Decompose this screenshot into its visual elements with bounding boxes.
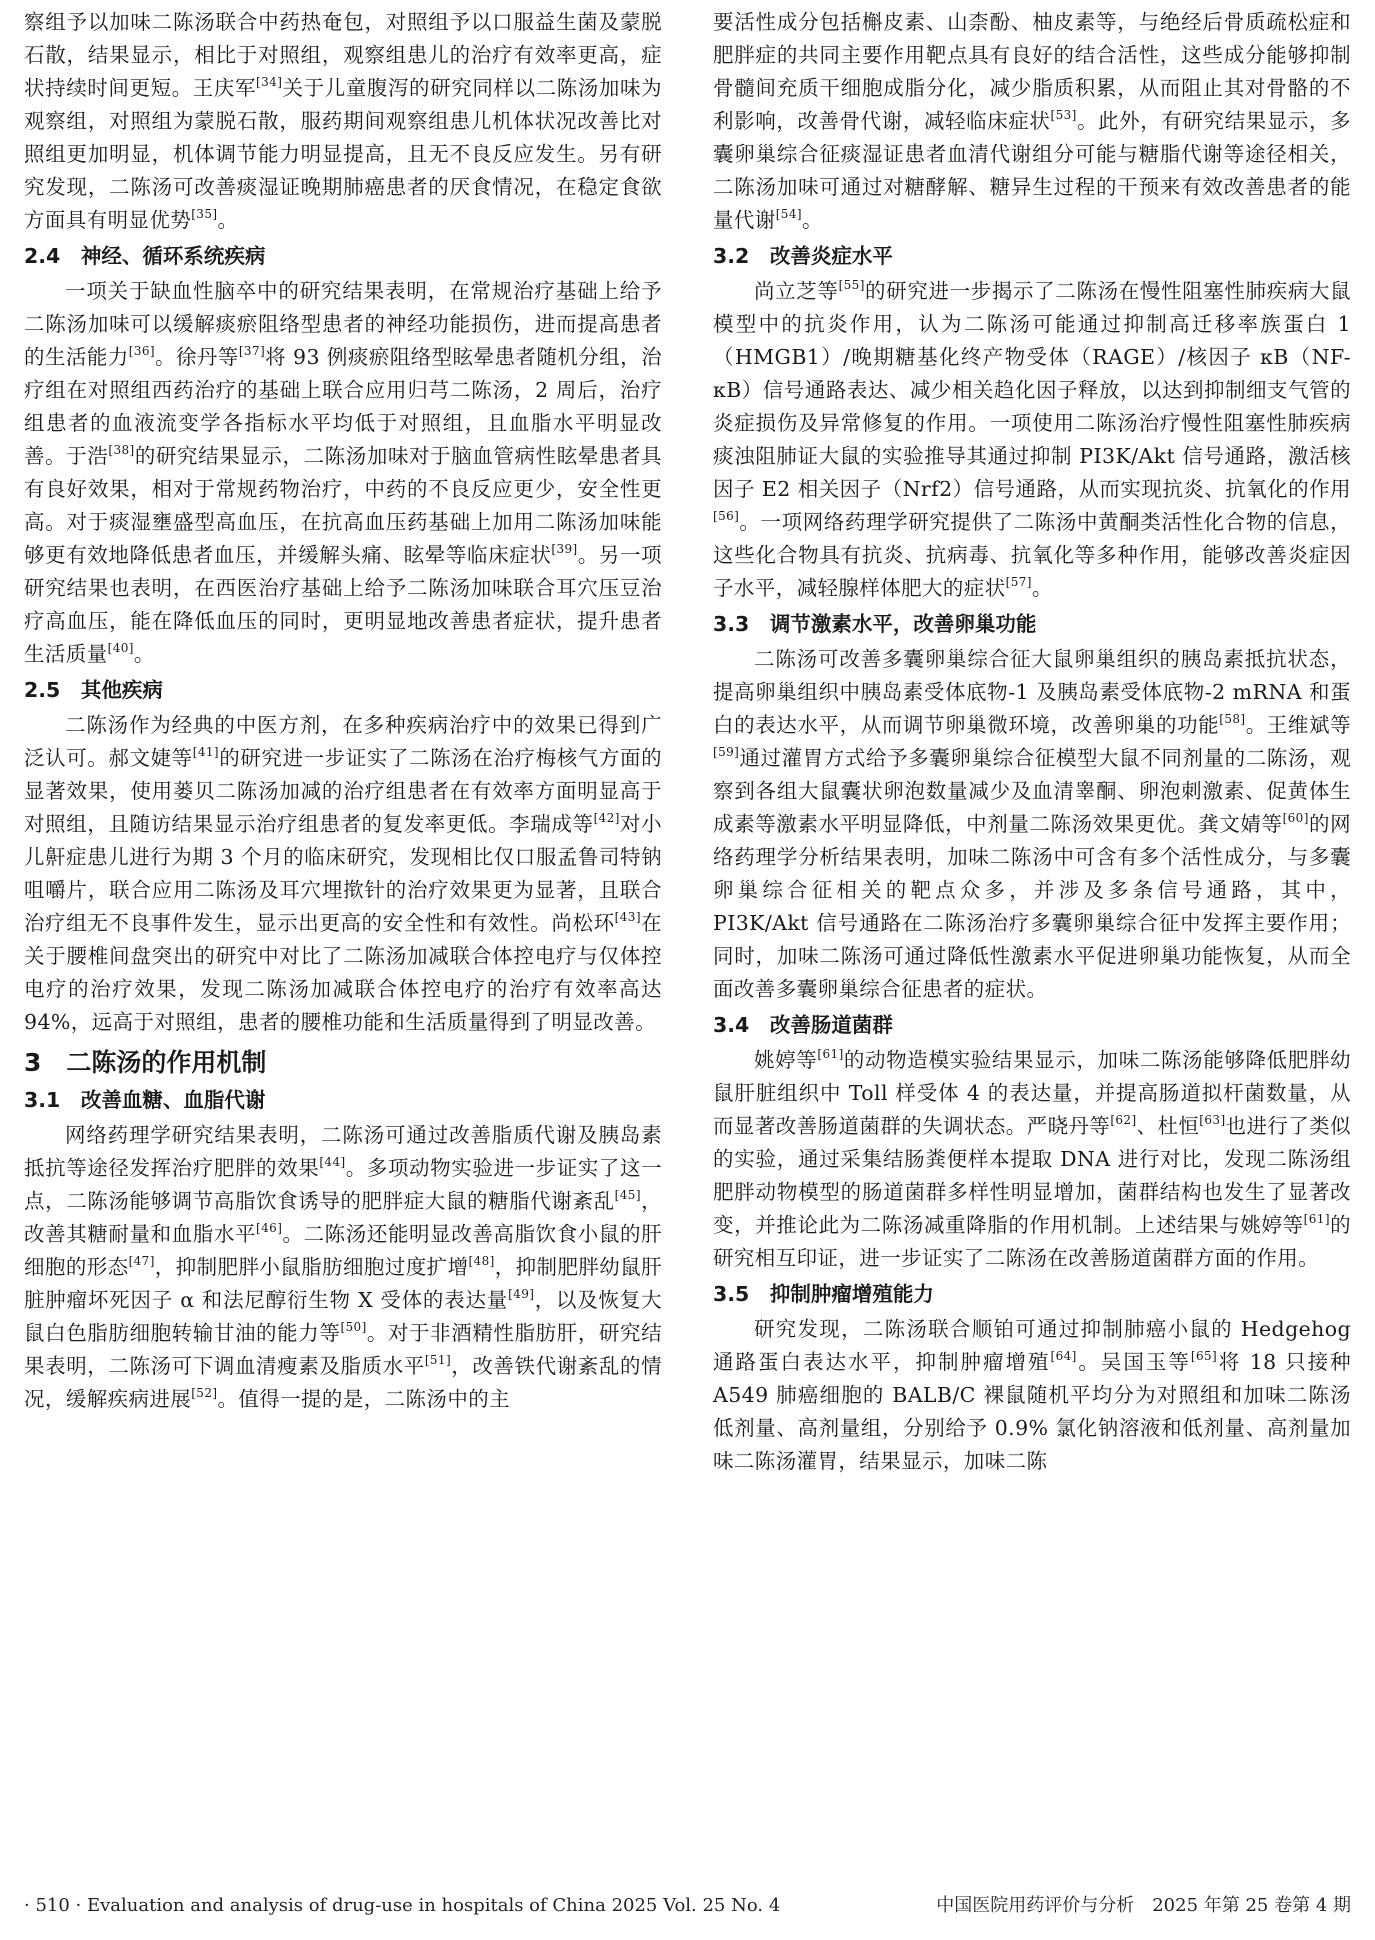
citation-ref: [54]: [775, 207, 802, 221]
text-run: 。对于非酒精性脂肪肝，研究结果表明，二陈汤可下调血清瘦素及脂质水平: [24, 1321, 663, 1378]
citation-ref: [36]: [128, 344, 155, 358]
text-run: 一项关于缺血性脑卒中的研究结果表明，在常规治疗基础上给予二陈汤加味可以缓解痰瘀阻络型患者的神经功能损伤，进而提高患者的生活能力: [24, 279, 662, 369]
citation-ref: [49]: [508, 1287, 535, 1301]
text-run: 。二陈汤还能明显改善高脂饮食小鼠的肝细胞的形态: [24, 1222, 662, 1279]
text-run: 二陈汤作为经典的中医方剂，在多种疾病治疗中的效果已得到广泛认可。郝文婕等: [24, 713, 662, 770]
citation-ref: [65]: [1190, 1349, 1218, 1363]
subsection-heading: 3.5 抑制肿瘤增殖能力: [713, 1282, 934, 1306]
citation-ref: [34]: [256, 75, 283, 89]
citation-ref: [44]: [319, 1155, 346, 1169]
citation-ref: [35]: [191, 207, 218, 221]
citation-ref: [40]: [107, 641, 134, 655]
text-run: 。: [801, 208, 823, 232]
citation-ref: [61]: [817, 1047, 844, 1061]
text-run: ，改善铁代谢紊乱的情况，缓解疾病进展: [24, 1354, 662, 1411]
body-paragraph: [713, 643, 1351, 1006]
text-run: ，抑制肥胖幼鼠肝脏肿瘤坏死因子 α 和法尼醇衍生物 X 受体的表达量: [24, 1255, 663, 1312]
text-run: 将 93 例痰瘀阻络型眩晕患者随机分组，治疗组在对照组西药治疗的基础上联合应用归芎二陈汤，2 周后，治疗组患者的血液流变学各指标水平均低于对照组，且血脂水平明显改善。于浩: [24, 345, 662, 468]
subsection-heading: 3.1 改善血糖、血脂代谢: [24, 1088, 266, 1112]
text-run: 尚立芝等: [754, 279, 839, 303]
body-paragraph: [24, 1119, 662, 1416]
text-run: ，抑制肥胖小鼠脂肪细胞过度扩增: [154, 1255, 469, 1279]
page-footer: [24, 1892, 1351, 1920]
text-run: 的研究进一步证实了二陈汤在治疗梅核气方面的显著效果，使用蒌贝二陈汤加减的治疗组患者在有效率方面明显高于对照组，且随访结果显示治疗组患者的复发率更低。李瑞成等: [24, 746, 662, 836]
citation-ref: [53]: [1050, 108, 1077, 122]
text-run: 要活性成分包括槲皮素、山柰酚、柚皮素等，与绝经后骨质疏松症和肥胖症的共同主要作用靶点具有良好的结合活性，这些成分能够抑制骨髓间充质干细胞成脂分化，减少脂质积累，从而阻止其对骨骼的不利影响，改善骨代谢，减轻临床症状: [713, 10, 1351, 133]
text-run: 关于儿童腹泻的研究同样以二陈汤加味为观察组，对照组为蒙脱石散，服药期间观察组患儿机体状况改善比对照组更加明显，机体调节能力明显提高，且无不良反应发生。另有研究发现，二陈汤可改善痰湿证晚期肺癌患者的厌食情况，在稳定食欲方面具有明显优势: [24, 76, 662, 232]
text-run: 。值得一提的是，二陈汤中的主: [217, 1387, 511, 1411]
text-run: ，改善其糖耐量和血脂水平: [24, 1189, 663, 1246]
text-run: 的研究结果显示，二陈汤加味对于脑血管病性眩晕患者具有良好效果，相对于常规药物治疗，中药的不良反应更少，安全性更高。对于痰湿壅盛型高血压，在抗高血压药基础上加用二陈汤加味能够更有效地降低患者血压，并缓解头痛、眩晕等临床症状: [24, 444, 662, 567]
text-run: 的动物造模实验结果显示，加味二陈汤能够降低肥胖幼鼠肝脏组织中 Toll 样受体 4 的表达量，并提高肠道拟杆菌数量，从而显著改善肠道菌群的失调状态。严晓丹等: [713, 1048, 1351, 1138]
subsection-heading: 3.4 改善肠道菌群: [713, 1013, 893, 1037]
citation-ref: [62]: [1110, 1113, 1137, 1127]
text-run: 二陈汤可改善多囊卵巢综合征大鼠卵巢组织的胰岛素抵抗状态，提高卵巢组织中胰岛素受体底物-1 及胰岛素受体底物-2 mRNA 和蛋白的表达水平，从而调节卵巢微环境，改善卵巢的功能: [713, 647, 1351, 737]
footer-journal-english: · 510 · Evaluation and analysis of drug-use in hospitals of China 2025 Vol. 25 No. 4: [24, 1895, 781, 1916]
citation-ref: [57]: [1005, 575, 1032, 589]
body-paragraph: [24, 275, 662, 671]
citation-ref: [48]: [468, 1254, 495, 1268]
subsection-heading: 2.4 神经、循环系统疾病: [24, 244, 266, 268]
text-run: 察组予以加味二陈汤联合中药热奄包，对照组予以口服益生菌及蒙脱石散，结果显示，相比于对照组，观察组患儿的治疗有效率更高，症状持续时间更短。王庆军: [24, 10, 662, 100]
citation-ref: [52]: [191, 1386, 218, 1400]
citation-ref: [60]: [1282, 811, 1309, 825]
citation-ref: [51]: [424, 1353, 452, 1367]
text-run: 在关于腰椎间盘突出的研究中对比了二陈汤加减联合体控电疗与仅体控电疗的治疗效果，发现二陈汤加减联合体控电疗的治疗有效率高达 94%，远高于对照组，患者的腰椎功能和生活质量得到了明显改善。: [24, 911, 663, 1034]
text-run: 。吴国玉等: [1076, 1350, 1191, 1374]
citation-ref: [58]: [1219, 712, 1246, 726]
text-run: 。徐丹等: [154, 345, 239, 369]
citation-ref: [42]: [593, 811, 620, 825]
text-run: 的网络药理学分析结果表明，加味二陈汤中可含有多个活性成分，与多囊卵巢综合征相关的靶点众多，并涉及多条信号通路，其中，PI3K/Akt 信号通路在二陈汤治疗多囊卵巢综合征中发挥主要作用；同时，加味二陈汤可通过降低性激素水平促进卵巢功能恢复，从而全面改善多囊卵巢综合征患者的症状。: [713, 812, 1351, 1001]
subsection-heading: 2.5 其他疾病: [24, 678, 163, 702]
text-run: 网络药理学研究结果表明，二陈汤可通过改善脂质代谢及胰岛素抵抗等途径发挥治疗肥胖的效果: [24, 1123, 662, 1180]
citation-ref: [37]: [238, 344, 266, 358]
text-run: 。: [1031, 576, 1053, 600]
citation-ref: [45]: [614, 1188, 641, 1202]
text-run: 研究发现，二陈汤联合顺铂可通过抑制肺癌小鼠的 Hedgehog 通路蛋白表达水平，抑制肿瘤增殖: [713, 1317, 1351, 1374]
right-column: [713, 6, 1351, 1478]
text-run: 。: [133, 642, 155, 666]
subsection-heading: 3.3 调节激素水平，改善卵巢功能: [713, 612, 1037, 636]
citation-ref: [61]: [1303, 1212, 1330, 1226]
body-paragraph: [713, 1313, 1351, 1478]
citation-ref: [39]: [551, 542, 578, 556]
text-run: 姚婷等: [754, 1048, 818, 1072]
section-heading: 3 二陈汤的作用机制: [24, 1048, 267, 1077]
citation-ref: [47]: [128, 1254, 155, 1268]
citation-ref: [56]: [713, 509, 740, 523]
text-run: 。此外，有研究结果显示，多囊卵巢综合征痰湿证患者血清代谢组分可能与糖脂代谢等途径相关，二陈汤加味可通过对糖酵解、糖异生过程的干预来有效改善患者的能量代谢: [713, 109, 1352, 232]
text-run: 的研究相互印证，进一步证实了二陈汤在改善肠道菌群方面的作用。: [713, 1213, 1352, 1270]
text-run: 将 18 只接种 A549 肺癌细胞的 BALB/C 裸鼠随机平均分为对照组和加味二陈汤低剂量、高剂量组，分别给予 0.9% 氯化钠溶液和低剂量、高剂量加味二陈汤灌胃，结果显示，加味二陈: [713, 1350, 1352, 1473]
body-paragraph: [713, 1044, 1351, 1275]
citation-ref: [46]: [256, 1221, 283, 1235]
text-run: 、杜恒: [1136, 1114, 1200, 1138]
text-run: 通过灌胃方式给予多囊卵巢综合征模型大鼠不同剂量的二陈汤，观察到各组大鼠囊状卵泡数量减少及血清睾酮、卵泡刺激素、促黄体生成素等激素水平明显降低，中剂量二陈汤效果更优。龚文婧等: [713, 746, 1351, 836]
citation-ref: [38]: [108, 443, 135, 457]
text-run: 的研究进一步揭示了二陈汤在慢性阻塞性肺疾病大鼠模型中的抗炎作用，认为二陈汤可能通过抑制高迁移率族蛋白 1（HMGB1）/晚期糖基化终产物受体（RAGE）/核因子 κB（NF-κB）信号通路表达、减少相关趋化因子释放，以达到抑制细支气管的炎症损伤及异常修复的作用。一项使用二陈汤治疗慢性阻塞性肺疾病痰浊阻肺证大鼠的实验推导其通过抑制 PI3K/Akt 信号通路，激活核因子 E2 相关因子（Nrf2）信号通路，从而实现抗炎、抗氧化的作用: [713, 279, 1351, 501]
body-paragraph: [713, 6, 1351, 237]
left-column: [24, 6, 662, 1416]
text-run: 。多项动物实验进一步证实了这一点，二陈汤能够调节高脂饮食诱导的肥胖症大鼠的糖脂代谢紊乱: [24, 1156, 663, 1213]
subsection-heading: 3.2 改善炎症水平: [713, 244, 893, 268]
footer-journal-chinese: 中国医院用药评价与分析 2025 年第 25 卷第 4 期: [936, 1895, 1351, 1916]
text-run: 。王维斌等: [1245, 713, 1351, 737]
text-run: 对小儿鼾症患儿进行为期 3 个月的临床研究，发现相比仅口服孟鲁司特钠咀嚼片，联合应用二陈汤及耳穴埋揿针的治疗效果更为显著，且联合治疗组无不良事件发生，显示出更高的安全性和有效性。尚松环: [24, 812, 662, 935]
citation-ref: [64]: [1050, 1349, 1077, 1363]
body-paragraph: [24, 709, 662, 1039]
text-run: 。: [217, 208, 239, 232]
citation-ref: [55]: [838, 278, 865, 292]
text-run: ，以及恢复大鼠白色脂肪细胞转输甘油的能力等: [24, 1288, 663, 1345]
body-paragraph: [24, 6, 662, 237]
text-run: 也进行了类似的实验，通过采集结肠粪便样本提取 DNA 进行对比，发现二陈汤组肥胖动物模型的肠道菌群多样性明显增加，菌群结构也发生了显著改变，并推论此为二陈汤减重降脂的作用机制。上述结果与姚婷等: [713, 1114, 1351, 1237]
body-paragraph: [713, 275, 1351, 605]
citation-ref: [63]: [1199, 1113, 1226, 1127]
citation-ref: [50]: [340, 1320, 367, 1334]
citation-ref: [43]: [614, 910, 641, 924]
text-run: 。另一项研究结果也表明，在西医治疗基础上给予二陈汤加味联合耳穴压豆治疗高血压，能在降低血压的同时，更明显地改善患者症状，提升患者生活质量: [24, 543, 662, 666]
text-run: 。一项网络药理学研究提供了二陈汤中黄酮类活性化合物的信息，这些化合物具有抗炎、抗病毒、抗氧化等多种作用，能够改善炎症因子水平，减轻腺样体肥大的症状: [713, 510, 1351, 600]
citation-ref: [41]: [192, 745, 219, 759]
citation-ref: [59]: [713, 745, 740, 759]
